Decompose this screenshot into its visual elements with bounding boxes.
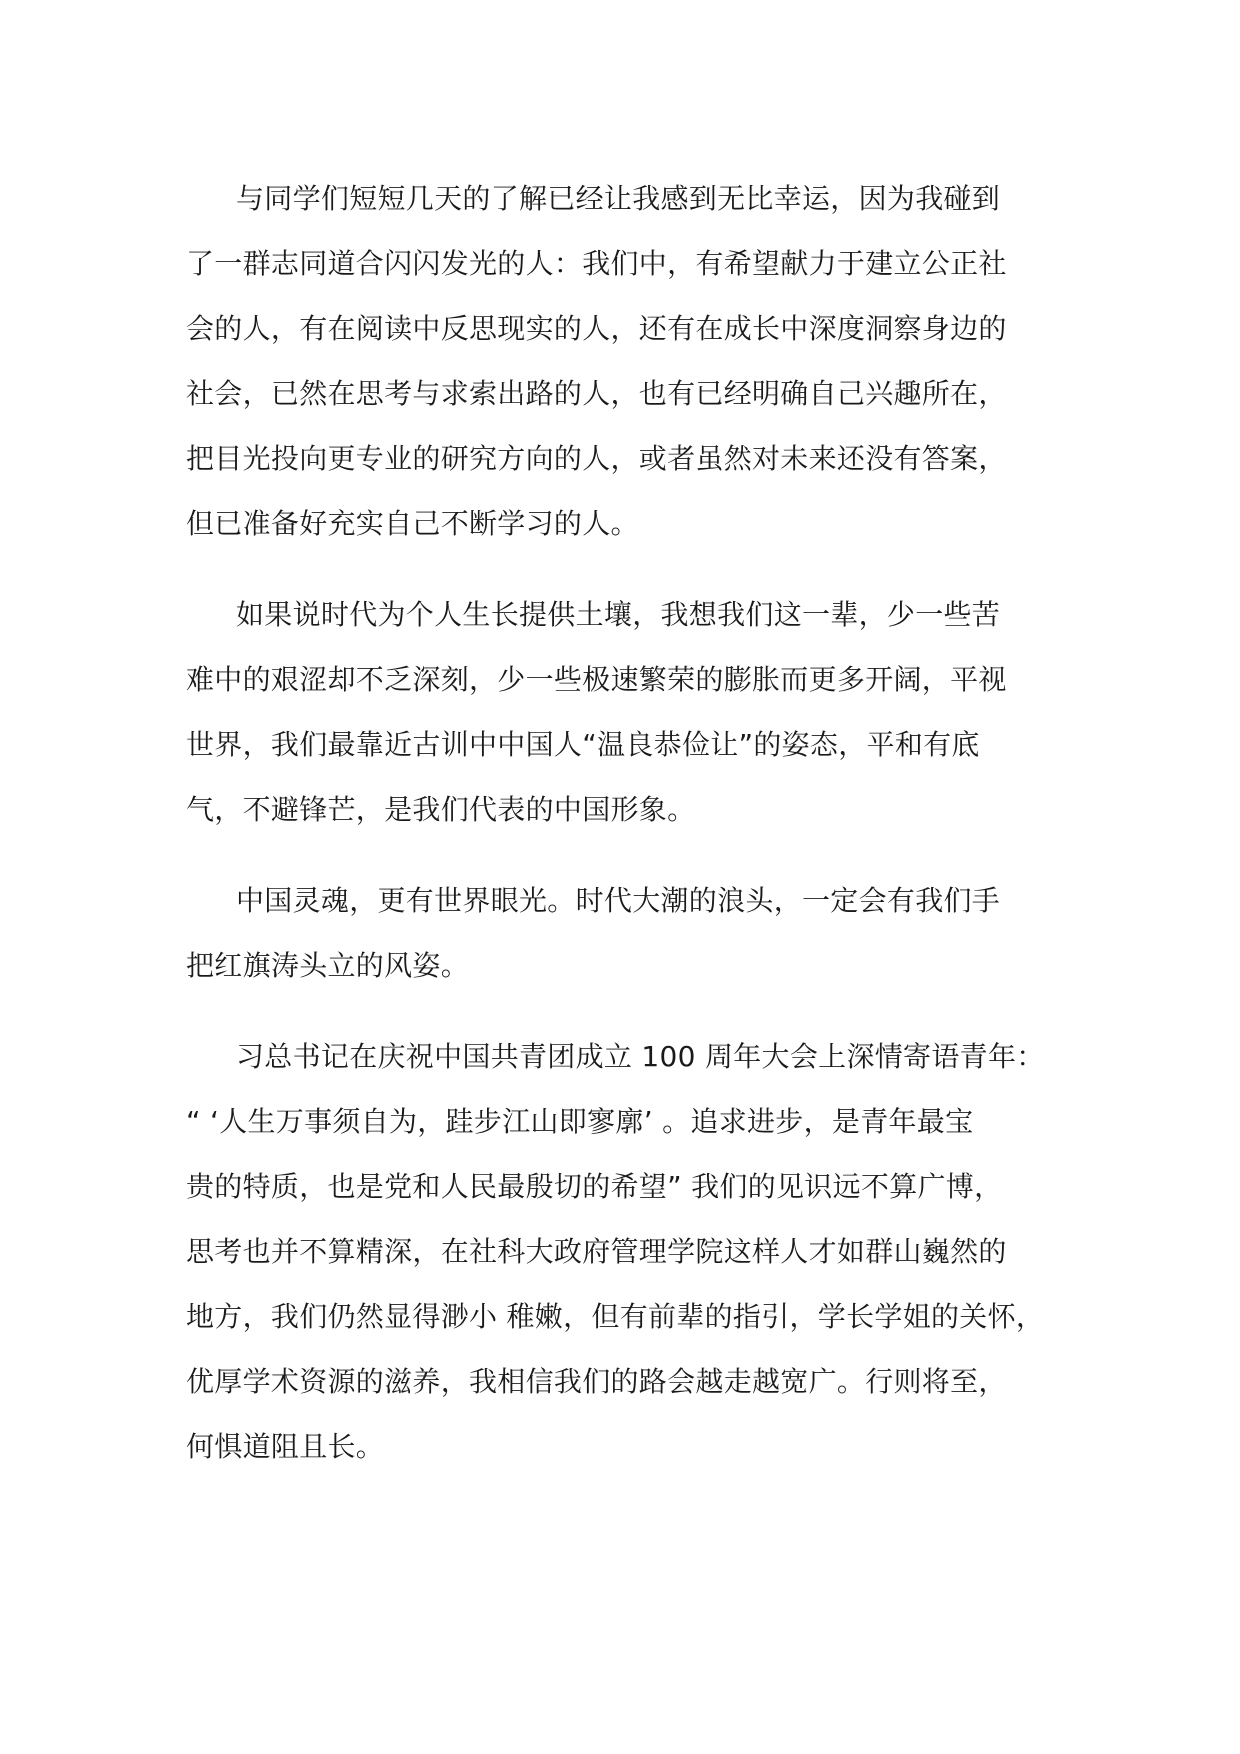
paragraph-line: 思考也并不算精深，在社科大政府管理学院这样人才如群山巍然的 bbox=[186, 1235, 1007, 1268]
paragraph-line: 会的人，有在阅读中反思现实的人，还有在成长中深度洞察身边的 bbox=[186, 312, 1007, 345]
paragraph-line: “ ‘人生万事须自为，跬步江山即寥廓’ 。追求进步，是青年最宝 bbox=[186, 1105, 974, 1138]
paragraph-line: 把红旗涛头立的风姿。 bbox=[186, 949, 470, 982]
paragraph-4 bbox=[186, 1024, 1086, 1479]
paragraph-line: 难中的艰涩却不乏深刻，少一些极速繁荣的膨胀而更多开阔，平视 bbox=[186, 663, 1007, 696]
paragraph-2 bbox=[186, 582, 1086, 842]
paragraph-line: 社会，已然在思考与求索出路的人，也有已经明确自己兴趣所在， bbox=[186, 377, 1007, 410]
paragraph-line: 地方，我们仍然显得渺小 稚嫩，但有前辈的指引，学长学姐的关怀， bbox=[186, 1300, 1045, 1333]
paragraph-line: 与同学们短短几天的了解已经让我感到无比幸运，因为我碰到 bbox=[236, 182, 1001, 215]
paragraph-line: 气，不避锋芒，是我们代表的中国形象。 bbox=[186, 793, 696, 826]
paragraph-line: 但已准备好充实自己不断学习的人。 bbox=[186, 507, 639, 540]
paragraph-1 bbox=[186, 166, 1086, 556]
paragraph-3 bbox=[186, 868, 1086, 998]
paragraph-line: 何惧道阻且长。 bbox=[186, 1430, 385, 1463]
paragraph-line: 了一群志同道合闪闪发光的人：我们中，有希望献力于建立公正社 bbox=[186, 247, 1007, 280]
paragraph-line: 贵的特质，也是党和人民最殷切的希望” 我们的见识远不算广博， bbox=[186, 1170, 1003, 1203]
paragraph-line: 世界，我们最靠近古训中中国人“温良恭俭让”的姿态，平和有底 bbox=[186, 728, 980, 761]
paragraph-line: 如果说时代为个人生长提供土壤，我想我们这一辈，少一些苦 bbox=[236, 598, 1001, 631]
document-body bbox=[186, 166, 1086, 1479]
paragraph-line: 中国灵魂，更有世界眼光。时代大潮的浪头，一定会有我们手 bbox=[236, 884, 1001, 917]
paragraph-line: 习总书记在庆祝中国共青团成立 100 周年大会上深情寄语青年： bbox=[236, 1040, 1045, 1073]
paragraph-line: 优厚学术资源的滋养，我相信我们的路会越走越宽广。行则将至， bbox=[186, 1365, 1007, 1398]
paragraph-line: 把目光投向更专业的研究方向的人，或者虽然对未来还没有答案， bbox=[186, 442, 1007, 475]
